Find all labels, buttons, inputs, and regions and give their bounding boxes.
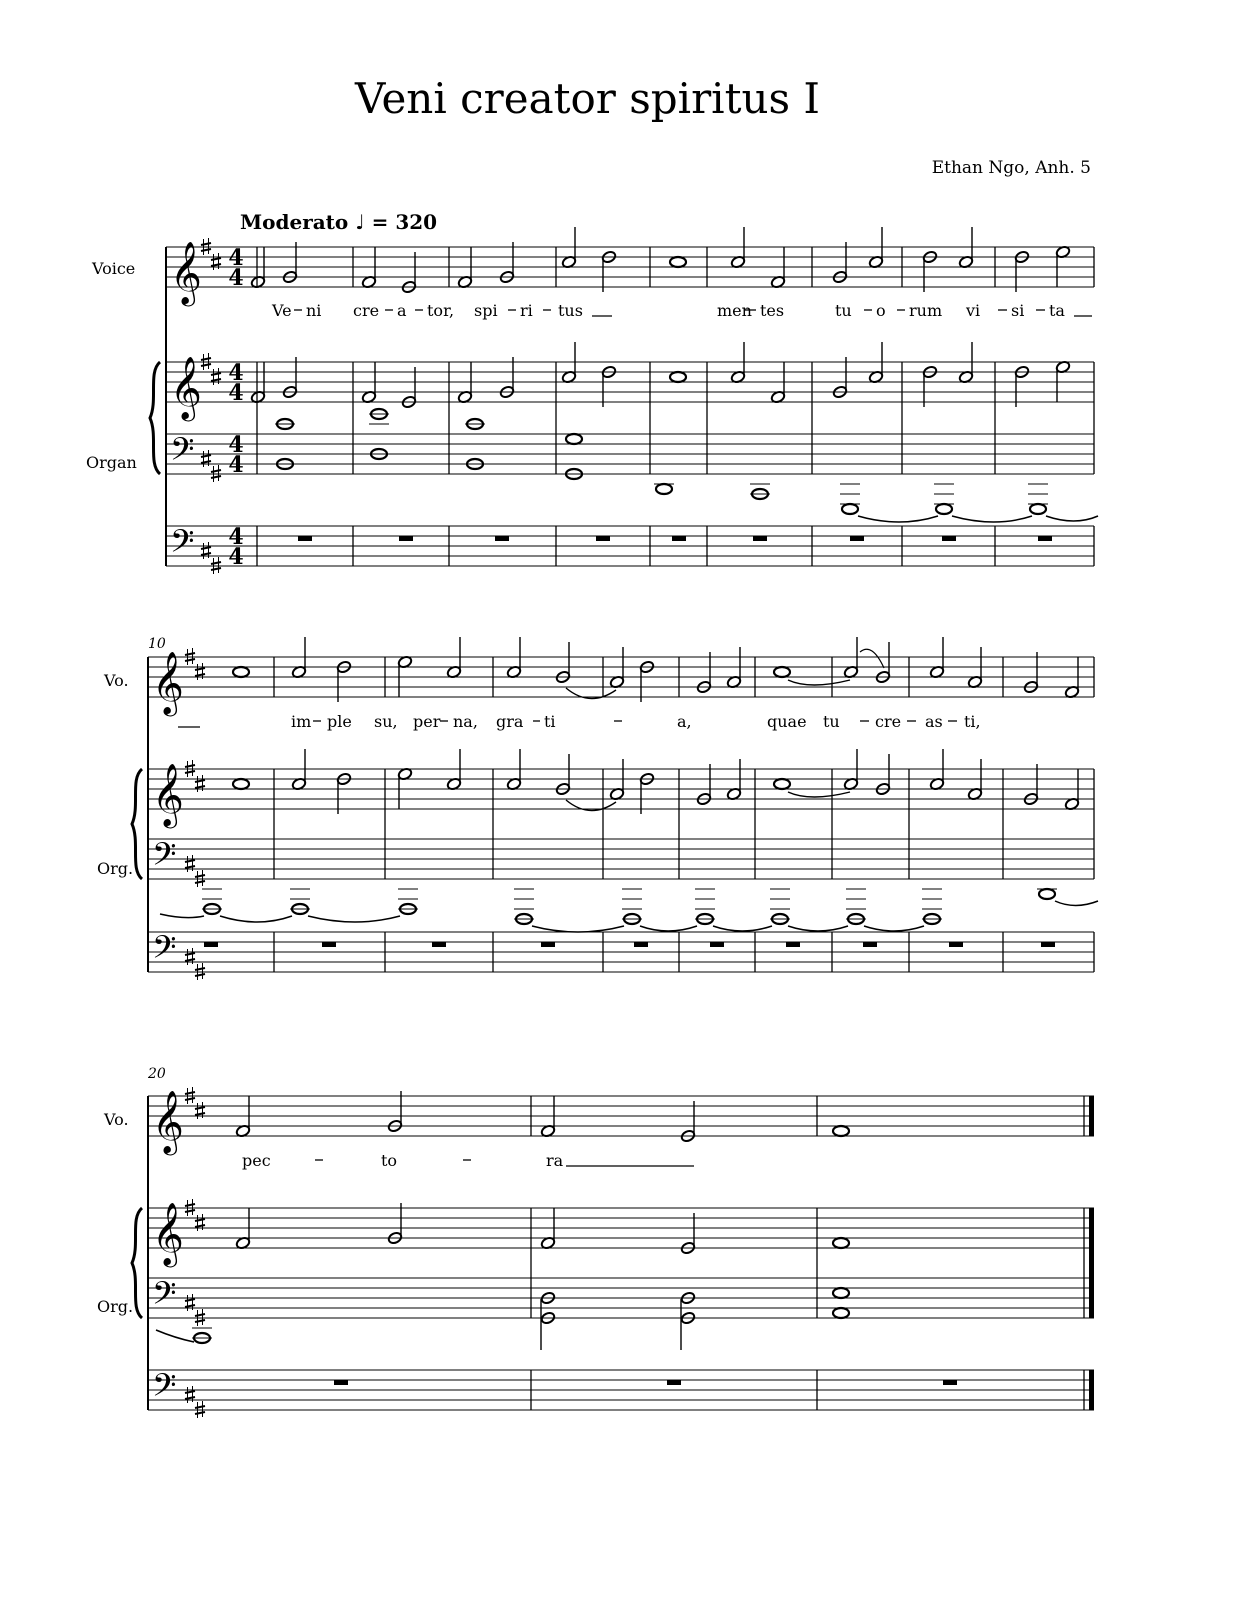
voice-notes (233, 637, 1080, 702)
lyric-syllable: tu (835, 301, 852, 320)
lyric-syllable: to (381, 1151, 398, 1170)
lyric-syllable: cre (875, 712, 902, 731)
lyric-syllable: ti (544, 712, 556, 731)
bass-clef-icon: 𝄢 (170, 431, 195, 475)
measure-number: 20 (148, 1066, 166, 1082)
measure-number: 10 (148, 636, 166, 652)
treble-clef-icon: 𝄞 (152, 651, 184, 714)
organ-bass-notes (275, 409, 1098, 522)
system-1 (150, 227, 1098, 574)
bass-clef-icon: 𝄢 (152, 1367, 177, 1411)
instrument-label-voice-short: Vo. (104, 1110, 129, 1129)
lyric-syllable: o (876, 301, 886, 320)
pedal-rests (334, 1380, 957, 1385)
lyric-syllable: ni (306, 301, 322, 320)
lyric-syllable: tus (558, 301, 583, 320)
treble-clef-icon: 𝄞 (152, 1202, 184, 1265)
lyric-syllable: spi (474, 301, 498, 320)
score-title: Veni creator spiritus I (354, 74, 821, 123)
voice-notes (250, 227, 1071, 294)
lyric-syllable: ti, (964, 712, 981, 731)
voice-notes (235, 1091, 849, 1143)
organ-treble-notes (235, 1203, 849, 1255)
lyric-syllable: tor, (427, 301, 455, 320)
tempo-marking: Moderato ♩ = 320 (240, 210, 438, 234)
lyric-syllable: tes (760, 301, 785, 320)
bass-clef-icon: 𝄢 (152, 929, 177, 973)
svg-text:4: 4 (228, 452, 244, 478)
lyric-syllable: men (717, 301, 752, 320)
lyric-syllable: si (1011, 301, 1025, 320)
lyric-syllable: vi (966, 301, 981, 320)
svg-text:4: 4 (228, 544, 244, 570)
svg-text:4: 4 (228, 245, 244, 271)
instrument-label-voice-short: Vo. (104, 671, 129, 690)
lyric-syllable: na, (453, 712, 478, 731)
lyric-syllable: im (291, 712, 312, 731)
svg-text:4: 4 (228, 380, 244, 406)
instrument-label-organ: Organ (86, 453, 137, 472)
time-signature (228, 245, 243, 570)
composer-credit: Ethan Ngo, Anh. 5 (931, 158, 1091, 178)
instrument-label-organ-short: Org. (97, 859, 134, 878)
instrument-label-organ-short: Org. (97, 1297, 134, 1316)
lyric-syllable: ri (520, 301, 533, 320)
final-barline (1084, 1096, 1094, 1410)
lyric-syllable: rum (909, 301, 943, 320)
lyric-syllable: tu (823, 712, 840, 731)
pedal-rests (298, 536, 1052, 541)
lyric-syllable: pec (242, 1151, 271, 1170)
lyric-syllable: quae (767, 712, 807, 731)
lyric-syllable: gra (496, 712, 524, 731)
lyric-syllable: ta (1049, 301, 1065, 320)
lyric-syllable: per (413, 712, 441, 731)
lyric-syllable: ra (546, 1151, 564, 1170)
bass-clef-icon: 𝄢 (170, 523, 195, 567)
treble-clef-icon: 𝄞 (170, 356, 202, 419)
lyric-syllable: as (925, 712, 943, 731)
pedal-rests (204, 942, 1055, 947)
svg-text:4: 4 (228, 524, 244, 550)
organ-treble-notes (250, 342, 1071, 409)
bass-clef-icon: 𝄢 (152, 836, 177, 880)
treble-clef-icon: 𝄞 (152, 763, 184, 826)
lyric-syllable: su, (374, 712, 398, 731)
lyric-syllable: a (397, 301, 407, 320)
treble-clef-icon: 𝄞 (152, 1090, 184, 1153)
system-2 (132, 637, 1098, 980)
organ-bass-notes (160, 889, 1098, 932)
treble-clef-icon: 𝄞 (170, 241, 202, 304)
instrument-label-voice: Voice (92, 259, 136, 278)
svg-text:4: 4 (228, 265, 244, 291)
svg-text:4: 4 (228, 432, 244, 458)
lyric-syllable: a, (677, 712, 692, 731)
svg-text:4: 4 (228, 360, 244, 386)
organ-treble-notes (233, 749, 1080, 814)
lyric-syllable: ple (327, 712, 352, 731)
lyric-syllable: cre (353, 301, 380, 320)
system-3 (132, 1087, 1094, 1418)
bass-clef-icon: 𝄢 (152, 1275, 177, 1319)
organ-bass-notes (156, 1288, 849, 1350)
lyric-syllable: Ve (272, 301, 292, 320)
